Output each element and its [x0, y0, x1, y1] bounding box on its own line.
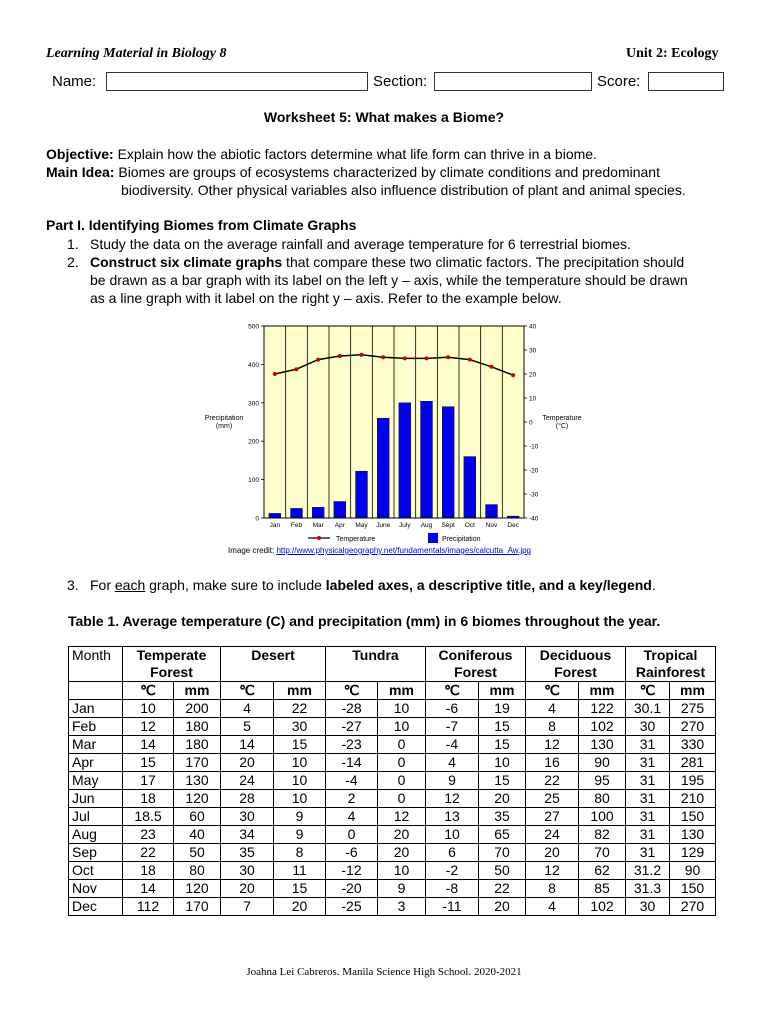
table-cell: 275 — [670, 700, 716, 718]
right-tick-label: -20 — [529, 467, 539, 475]
table-cell: 27 — [526, 808, 579, 826]
table-cell: -7 — [426, 718, 479, 736]
table-cell: 30 — [626, 898, 670, 916]
image-credit — [228, 546, 531, 555]
precipitation-bar — [442, 407, 454, 518]
temperature-point — [468, 358, 472, 362]
x-tick-label: Oct — [464, 522, 475, 529]
right-tick-label: 40 — [529, 323, 537, 331]
table-cell: 22 — [123, 844, 174, 862]
temperature-point — [360, 353, 364, 357]
table-cell: 15 — [479, 736, 526, 754]
table-cell: 122 — [579, 700, 626, 718]
table-cell: 20 — [221, 880, 274, 898]
month-cell: Apr — [69, 754, 123, 772]
main-idea-line1: Biomes are groups of ecosystems characterized by climate conditions and predominant — [118, 164, 660, 180]
section-label: Section: — [373, 73, 428, 90]
table-cell: 20 — [479, 898, 526, 916]
table-cell: 95 — [579, 772, 626, 790]
list-item-2-line1 — [90, 253, 684, 271]
list-item-2-line2: be drawn as a bar graph with its label on the left y – axis, while the temperature should be drawn — [90, 272, 688, 288]
table-cell: -20 — [326, 880, 378, 898]
table-cell: 15 — [274, 880, 326, 898]
footer: Joahna Lei Cabreros. Manila Science High School. 2020-2021 — [246, 966, 522, 978]
list-item-3-bold: labeled axes, a descriptive title, and a key/legend — [325, 577, 652, 593]
table-cell: 24 — [221, 772, 274, 790]
table-cell: 13 — [426, 808, 479, 826]
table-cell: 15 — [274, 736, 326, 754]
table-cell: 90 — [579, 754, 626, 772]
month-cell: Sep — [69, 844, 123, 862]
table-caption: Table 1. Average temperature (C) and precipitation (mm) in 6 biomes throughout the year. — [68, 613, 661, 629]
climate-graph — [190, 318, 600, 550]
table-cell: 24 — [526, 826, 579, 844]
table-cell: 15 — [479, 718, 526, 736]
table-cell: 20 — [526, 844, 579, 862]
table-cell: 9 — [274, 808, 326, 826]
main-idea-line2: biodiversity. Other physical variables also influence distribution of plant and animal species. — [121, 182, 686, 198]
table-cell: 14 — [123, 880, 174, 898]
table-cell: 9 — [378, 880, 426, 898]
table-cell: 90 — [670, 862, 716, 880]
table-cell: 15 — [123, 754, 174, 772]
list-item-3-text-b: graph, make sure to include — [145, 577, 326, 593]
x-tick-label: Sept — [441, 522, 455, 529]
unit-header: ℃ — [326, 682, 378, 700]
temperature-point — [425, 356, 429, 360]
left-tick-label: 400 — [248, 361, 259, 369]
table-cell: 31 — [626, 754, 670, 772]
table-cell: 10 — [378, 700, 426, 718]
table-cell: 10 — [123, 700, 174, 718]
table-cell: 4 — [526, 700, 579, 718]
section-field[interactable] — [434, 72, 592, 91]
table-cell: 12 — [378, 808, 426, 826]
table-cell: 31 — [626, 772, 670, 790]
table-cell: 20 — [378, 844, 426, 862]
biome-header: Tundra — [326, 647, 426, 682]
biome-header: Deciduous Forest — [526, 647, 626, 682]
table-cell: 12 — [426, 790, 479, 808]
table-cell: 0 — [326, 826, 378, 844]
temperature-point — [490, 365, 494, 369]
table-cell: 30.1 — [626, 700, 670, 718]
table-cell: 11 — [274, 862, 326, 880]
table-cell: 40 — [174, 826, 221, 844]
table-cell: 5 — [221, 718, 274, 736]
name-field[interactable] — [106, 72, 368, 91]
unit-header: mm — [174, 682, 221, 700]
unit-header: mm — [378, 682, 426, 700]
right-tick-label: -10 — [529, 443, 539, 451]
month-cell: Nov — [69, 880, 123, 898]
table-cell: 31 — [626, 790, 670, 808]
table-cell: 9 — [426, 772, 479, 790]
table-cell: 10 — [274, 772, 326, 790]
table-cell: -27 — [326, 718, 378, 736]
table-cell: 10 — [274, 754, 326, 772]
table-cell: 2 — [326, 790, 378, 808]
x-tick-label: Mar — [312, 522, 324, 529]
table-cell: 30 — [274, 718, 326, 736]
unit-header: ℃ — [426, 682, 479, 700]
month-cell: Dec — [69, 898, 123, 916]
table-cell: 22 — [526, 772, 579, 790]
x-tick-label: Apr — [334, 522, 345, 529]
table-cell: 10 — [378, 862, 426, 880]
table-header-row — [69, 647, 716, 682]
month-cell: Aug — [69, 826, 123, 844]
legend-precipitation-label: Precipitation — [442, 536, 481, 543]
table-cell: 18.5 — [123, 808, 174, 826]
right-tick-label: 0 — [529, 419, 533, 427]
table-cell: 4 — [221, 700, 274, 718]
table-cell: 80 — [579, 790, 626, 808]
table-cell: -28 — [326, 700, 378, 718]
table-cell: 31 — [626, 808, 670, 826]
temperature-point — [316, 358, 320, 362]
table-cell: 30 — [221, 808, 274, 826]
list-item-2-number: 2. — [67, 254, 79, 270]
part1-heading: Part I. Identifying Biomes from Climate Graphs — [46, 217, 357, 233]
table-cell: -2 — [426, 862, 479, 880]
list-item-1-number: 1. — [67, 236, 79, 252]
month-cell: Jun — [69, 790, 123, 808]
precipitation-bar — [377, 418, 389, 518]
table-cell: 30 — [221, 862, 274, 880]
table-cell: 170 — [174, 754, 221, 772]
table-cell: 112 — [123, 898, 174, 916]
table-cell: -23 — [326, 736, 378, 754]
table-cell: 70 — [479, 844, 526, 862]
list-item-2-text: that compare these two climatic factors. The precipitation should — [282, 254, 685, 270]
table-cell: 31.2 — [626, 862, 670, 880]
table-cell: 130 — [670, 826, 716, 844]
table-cell: 22 — [479, 880, 526, 898]
table-row — [69, 862, 716, 880]
table-cell: 85 — [579, 880, 626, 898]
unit-header: mm — [670, 682, 716, 700]
table-cell: 12 — [526, 862, 579, 880]
units-row — [69, 682, 716, 700]
table-cell: 31.3 — [626, 880, 670, 898]
table-cell: 14 — [123, 736, 174, 754]
table-cell: 50 — [479, 862, 526, 880]
table-cell: 65 — [479, 826, 526, 844]
table-cell: 330 — [670, 736, 716, 754]
table-cell: 170 — [174, 898, 221, 916]
table-cell: -4 — [426, 736, 479, 754]
table-cell: 70 — [579, 844, 626, 862]
table-cell: 8 — [526, 718, 579, 736]
document-header-right: Unit 2: Ecology — [626, 46, 719, 61]
list-item-3-number: 3. — [67, 577, 79, 593]
table-row — [69, 898, 716, 916]
list-item-3-text-a: For — [90, 577, 115, 593]
table-cell: 20 — [274, 898, 326, 916]
table-cell: 195 — [670, 772, 716, 790]
right-axis-label-line2: (°C) — [555, 423, 569, 430]
table-cell: 12 — [123, 718, 174, 736]
table-cell: 23 — [123, 826, 174, 844]
table-cell: 19 — [479, 700, 526, 718]
table-row — [69, 790, 716, 808]
table-cell: 281 — [670, 754, 716, 772]
x-tick-label: May — [355, 522, 368, 529]
table-cell: 6 — [426, 844, 479, 862]
table-cell: 0 — [378, 736, 426, 754]
precipitation-bar — [312, 507, 324, 518]
table-cell: 180 — [174, 736, 221, 754]
month-cell: Jul — [69, 808, 123, 826]
temperature-point — [338, 354, 342, 358]
objective — [46, 145, 597, 163]
table-cell: 180 — [174, 718, 221, 736]
table-cell: 120 — [174, 880, 221, 898]
unit-header: ℃ — [626, 682, 670, 700]
table-cell: 0 — [378, 772, 426, 790]
temperature-point — [295, 367, 299, 371]
unit-header: ℃ — [526, 682, 579, 700]
left-tick-label: 300 — [248, 400, 259, 408]
table-cell: 35 — [479, 808, 526, 826]
table-cell: 7 — [221, 898, 274, 916]
precipitation-bar — [464, 457, 476, 518]
table-cell: 120 — [174, 790, 221, 808]
table-row — [69, 700, 716, 718]
unit-header: mm — [579, 682, 626, 700]
name-label: Name: — [52, 73, 97, 90]
table-cell: -12 — [326, 862, 378, 880]
table-row — [69, 808, 716, 826]
table-cell: 18 — [123, 790, 174, 808]
list-item-3-text-c: . — [651, 577, 656, 593]
table-cell: 31 — [626, 844, 670, 862]
table-cell: 18 — [123, 862, 174, 880]
right-tick-label: 20 — [529, 371, 537, 379]
table-row — [69, 718, 716, 736]
table-cell: -25 — [326, 898, 378, 916]
table-cell: 150 — [670, 808, 716, 826]
right-tick-label: -40 — [529, 515, 539, 523]
table-cell: -11 — [426, 898, 479, 916]
x-tick-label: June — [376, 522, 391, 529]
precipitation-bar — [486, 505, 498, 518]
table-cell: -6 — [426, 700, 479, 718]
table-cell: 60 — [174, 808, 221, 826]
table-cell: -4 — [326, 772, 378, 790]
table-cell: 82 — [579, 826, 626, 844]
table-cell: 16 — [526, 754, 579, 772]
precipitation-bar — [269, 513, 281, 518]
legend-precipitation-swatch — [428, 533, 438, 543]
right-tick-label: -30 — [529, 491, 539, 499]
table-cell: 20 — [221, 754, 274, 772]
list-item-2-bold: Construct six climate graphs — [90, 254, 283, 270]
table-row — [69, 772, 716, 790]
worksheet-title: Worksheet 5: What makes a Biome? — [263, 109, 505, 125]
biome-header: Desert — [221, 647, 326, 682]
right-tick-label: 10 — [529, 395, 537, 403]
table-cell: 12 — [526, 736, 579, 754]
table-cell: 100 — [579, 808, 626, 826]
list-item-3-underline: each — [114, 577, 146, 593]
table-cell: 3 — [378, 898, 426, 916]
table-cell: 20 — [378, 826, 426, 844]
biome-header: Coniferous Forest — [426, 647, 526, 682]
month-header: Month — [69, 647, 123, 682]
main-idea-label: Main Idea: — [46, 164, 115, 180]
table-cell: 270 — [670, 718, 716, 736]
units-blank — [69, 682, 123, 700]
main-idea — [46, 163, 660, 181]
legend-temperature-marker — [317, 536, 321, 540]
unit-header: ℃ — [221, 682, 274, 700]
table-cell: 10 — [274, 790, 326, 808]
x-tick-label: Nov — [485, 522, 498, 529]
table-cell: 22 — [274, 700, 326, 718]
month-cell: Oct — [69, 862, 123, 880]
table-cell: 270 — [670, 898, 716, 916]
table-row — [69, 844, 716, 862]
table-row — [69, 880, 716, 898]
left-tick-label: 0 — [255, 515, 259, 523]
table-cell: 50 — [174, 844, 221, 862]
temperature-point — [273, 372, 277, 376]
table-cell: 130 — [174, 772, 221, 790]
table-cell: 10 — [479, 754, 526, 772]
temperature-point — [403, 356, 407, 360]
table-cell: 17 — [123, 772, 174, 790]
temperature-point — [446, 355, 450, 359]
right-tick-label: 30 — [529, 347, 537, 355]
table-row — [69, 826, 716, 844]
table-cell: 200 — [174, 700, 221, 718]
left-tick-label: 200 — [248, 438, 259, 446]
right-axis-label-line1: Temperature — [542, 415, 582, 422]
table-cell: 150 — [670, 880, 716, 898]
list-item-3 — [90, 576, 656, 594]
month-cell: Mar — [69, 736, 123, 754]
legend-temperature-label: Temperature — [336, 536, 376, 543]
table-row — [69, 736, 716, 754]
table-cell: 129 — [670, 844, 716, 862]
table-cell: 4 — [326, 808, 378, 826]
table-cell: 31 — [626, 826, 670, 844]
table-cell: 20 — [479, 790, 526, 808]
climate-data-table — [68, 646, 716, 916]
precipitation-bar — [334, 501, 346, 518]
table-cell: 0 — [378, 790, 426, 808]
table-cell: -14 — [326, 754, 378, 772]
table-cell: 210 — [670, 790, 716, 808]
table-cell: 0 — [378, 754, 426, 772]
table-cell: 25 — [526, 790, 579, 808]
x-tick-label: Jan — [269, 522, 281, 529]
precipitation-bar — [291, 508, 303, 518]
score-label: Score: — [597, 73, 641, 90]
month-cell: May — [69, 772, 123, 790]
unit-header: ℃ — [123, 682, 174, 700]
precipitation-bar — [421, 401, 433, 518]
table-cell: 102 — [579, 718, 626, 736]
table-cell: 15 — [479, 772, 526, 790]
table-cell: 28 — [221, 790, 274, 808]
precipitation-bar — [399, 403, 411, 518]
table-cell: 14 — [221, 736, 274, 754]
table-cell: 8 — [274, 844, 326, 862]
image-credit-link[interactable]: http://www.physicalgeography.net/fundamentals/images/calcutta_Aw.jpg — [276, 546, 531, 555]
table-cell: 4 — [526, 898, 579, 916]
list-item-1: Study the data on the average rainfall and average temperature for 6 terrestrial biomes. — [90, 236, 631, 252]
table-row — [69, 754, 716, 772]
temperature-point — [381, 355, 385, 359]
table-cell: 130 — [579, 736, 626, 754]
left-axis-label-line1: Precipitation — [204, 415, 244, 422]
temperature-point — [511, 373, 515, 377]
table-cell: 102 — [579, 898, 626, 916]
table-cell: 62 — [579, 862, 626, 880]
table-cell: 31 — [626, 736, 670, 754]
objective-text: Explain how the abiotic factors determine what life form can thrive in a biome. — [117, 146, 597, 162]
month-cell: Jan — [69, 700, 123, 718]
table-cell: 10 — [426, 826, 479, 844]
unit-header: mm — [274, 682, 326, 700]
precipitation-bar — [356, 471, 368, 518]
left-tick-label: 100 — [248, 477, 259, 485]
x-tick-label: Dec — [507, 522, 519, 529]
table-cell: 30 — [626, 718, 670, 736]
table-cell: 8 — [526, 880, 579, 898]
table-cell: 10 — [378, 718, 426, 736]
left-tick-label: 500 — [248, 323, 259, 331]
list-item-2-line3: as a line graph with it label on the right y – axis. Refer to the example below. — [90, 290, 562, 306]
table-cell: 4 — [426, 754, 479, 772]
table-cell: -8 — [426, 880, 479, 898]
x-tick-label: July — [399, 522, 411, 529]
table-cell: 80 — [174, 862, 221, 880]
left-axis-label-line2: (mm) — [215, 423, 233, 430]
biome-header: Temperate Forest — [123, 647, 221, 682]
x-tick-label: Feb — [290, 522, 303, 529]
table-cell: 34 — [221, 826, 274, 844]
table-cell: -6 — [326, 844, 378, 862]
table-cell: 35 — [221, 844, 274, 862]
image-credit-label: Image credit: — [228, 546, 277, 555]
biome-header: Tropical Rainforest — [626, 647, 716, 682]
table-cell: 9 — [274, 826, 326, 844]
month-cell: Feb — [69, 718, 123, 736]
objective-label: Objective: — [46, 146, 114, 162]
score-field[interactable] — [648, 72, 724, 91]
x-tick-label: Aug — [420, 522, 433, 529]
document-header-left: Learning Material in Biology 8 — [46, 46, 227, 61]
unit-header: mm — [479, 682, 526, 700]
